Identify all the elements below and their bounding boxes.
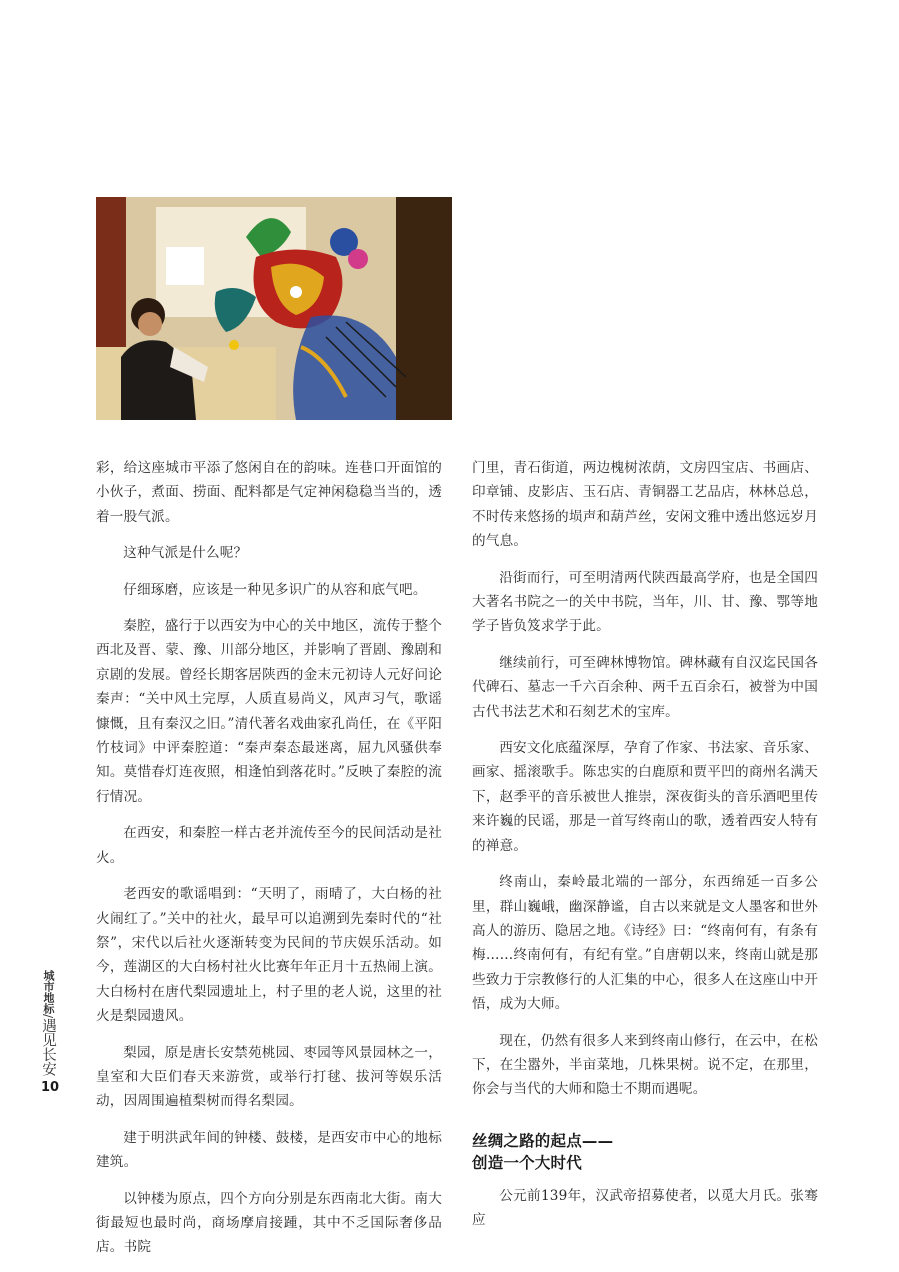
photo-illustration	[96, 197, 452, 420]
section-heading	[472, 1130, 818, 1174]
paragraph: 在西安，和秦腔一样古老并流传至今的民间活动是社火。	[96, 825, 442, 866]
shadow-puppet-photo	[96, 197, 452, 420]
paragraph: 终南山，秦岭最北端的一部分，东西绵延一百多公里，群山巍峨，幽深静谧，自古以来就是文人墨客和世外高人的游历、隐居之地。《诗经》曰：“终南何有，有条有梅……终南何有，有纪有堂。”自唐朝以来，终南山就是那些致力于宗教修行的人汇集的中心，很多人在这座山中开悟，成为大师。	[472, 874, 818, 1013]
paragraph: 沿街而行，可至明清两代陕西最高学府，也是全国四大著名书院之一的关中书院，当年，川、甘、豫、鄂等地学子皆负笈求学于此。	[472, 569, 818, 635]
right-text-column	[472, 456, 818, 1245]
running-header	[38, 970, 58, 1076]
left-text-column	[96, 456, 442, 1272]
section-heading-line-2: 创造一个大时代	[472, 1153, 582, 1172]
column-name: 城市地标	[42, 970, 55, 1014]
running-header-subtitle: 遇见长安	[40, 1018, 56, 1077]
paragraph: 继续前行，可至碑林博物馆。碑林藏有自汉迄民国各代碑石、墓志一千六百余种、两千五百余石，被誉为中国古代书法艺术和石刻艺术的宝库。	[472, 654, 818, 720]
paragraph: 西安文化底蕴深厚，孕育了作家、书法家、音乐家、画家、摇滚歌手。陈忠实的白鹿原和贾平凹的商州名满天下，赵季平的音乐被世人推崇，深夜街头的音乐酒吧里传来许巍的民谣，那是一首写终南山的歌，透着西安人特有的禅意。	[472, 740, 818, 854]
page-number: 10	[40, 1080, 60, 1095]
paragraph: 这种气派是什么呢？	[123, 545, 248, 562]
section-first-paragraph: 公元前139年，汉武帝招募使者，以觅大月氏。张骞应	[472, 1187, 818, 1229]
paragraph: 梨园，原是唐长安禁苑桃园、枣园等风景园林之一，皇室和大臣们春天来游赏，或举行打毬、拔河等娱乐活动，因周围遍植梨树而得名梨园。	[96, 1044, 442, 1110]
paragraph: 老西安的歌谣唱到：“天明了，雨晴了，大白杨的社火闹红了。”关中的社火，最早可以追溯到先秦时代的“社祭”，宋代以后社火逐渐转变为民间的节庆娱乐活动。如今，莲湖区的大白杨村社火比赛年年正月十五热闹上演。大白杨村在唐代梨园遗址上，村子里的老人说，这里的社火是梨园遗风。	[96, 886, 442, 1025]
paragraph: 仔细琢磨，应该是一种见多识广的从容和底气吧。	[123, 581, 427, 598]
paragraph: 现在，仍然有很多人来到终南山修行，在云中，在松下，在尘嚣外，半亩菜地，几株果树。说不定，在那里，你会与当代的大师和隐士不期而遇呢。	[472, 1032, 818, 1098]
right-paragraphs	[472, 456, 818, 1102]
paragraph: 彩，给这座城市平添了悠闲自在的韵味。连巷口开面馆的小伙子，煮面、捞面、配料都是气定神闲稳稳当当的，透着一股气派。	[96, 460, 442, 525]
paragraph: 门里，青石街道，两边槐树浓荫，文房四宝店、书画店、印章铺、皮影店、玉石店、青铜器工艺品店，林林总总，不时传来悠扬的埙声和葫芦丝，安闲文雅中透出悠远岁月的气息。	[472, 460, 818, 550]
paragraph: 以钟楼为原点，四个方向分别是东西南北大街。南大街最短也最时尚，商场摩肩接踵，其中不乏国际奢侈品店。书院	[96, 1190, 442, 1256]
paragraph: 秦腔，盛行于以西安为中心的关中地区，流传于整个西北及晋、蒙、豫、川部分地区，并影响了晋剧、豫剧和京剧的发展。曾经长期客居陕西的金末元初诗人元好问论秦声：“关中风土完厚，人质直易尚义，风声习气，歌谣慷慨，且有秦汉之旧。”清代著名戏曲家孔尚任，在《平阳竹枝词》中评秦腔道：“秦声秦态最迷离，屈九风骚供奉知。莫惜春灯连夜照，相逢怕到落花时。”反映了秦腔的流行情况。	[96, 618, 442, 805]
running-header-separator: /	[41, 1014, 55, 1019]
section-heading-line-1: 丝绸之路的起点——	[472, 1131, 614, 1150]
paragraph: 建于明洪武年间的钟楼、鼓楼，是西安市中心的地标建筑。	[96, 1129, 442, 1171]
